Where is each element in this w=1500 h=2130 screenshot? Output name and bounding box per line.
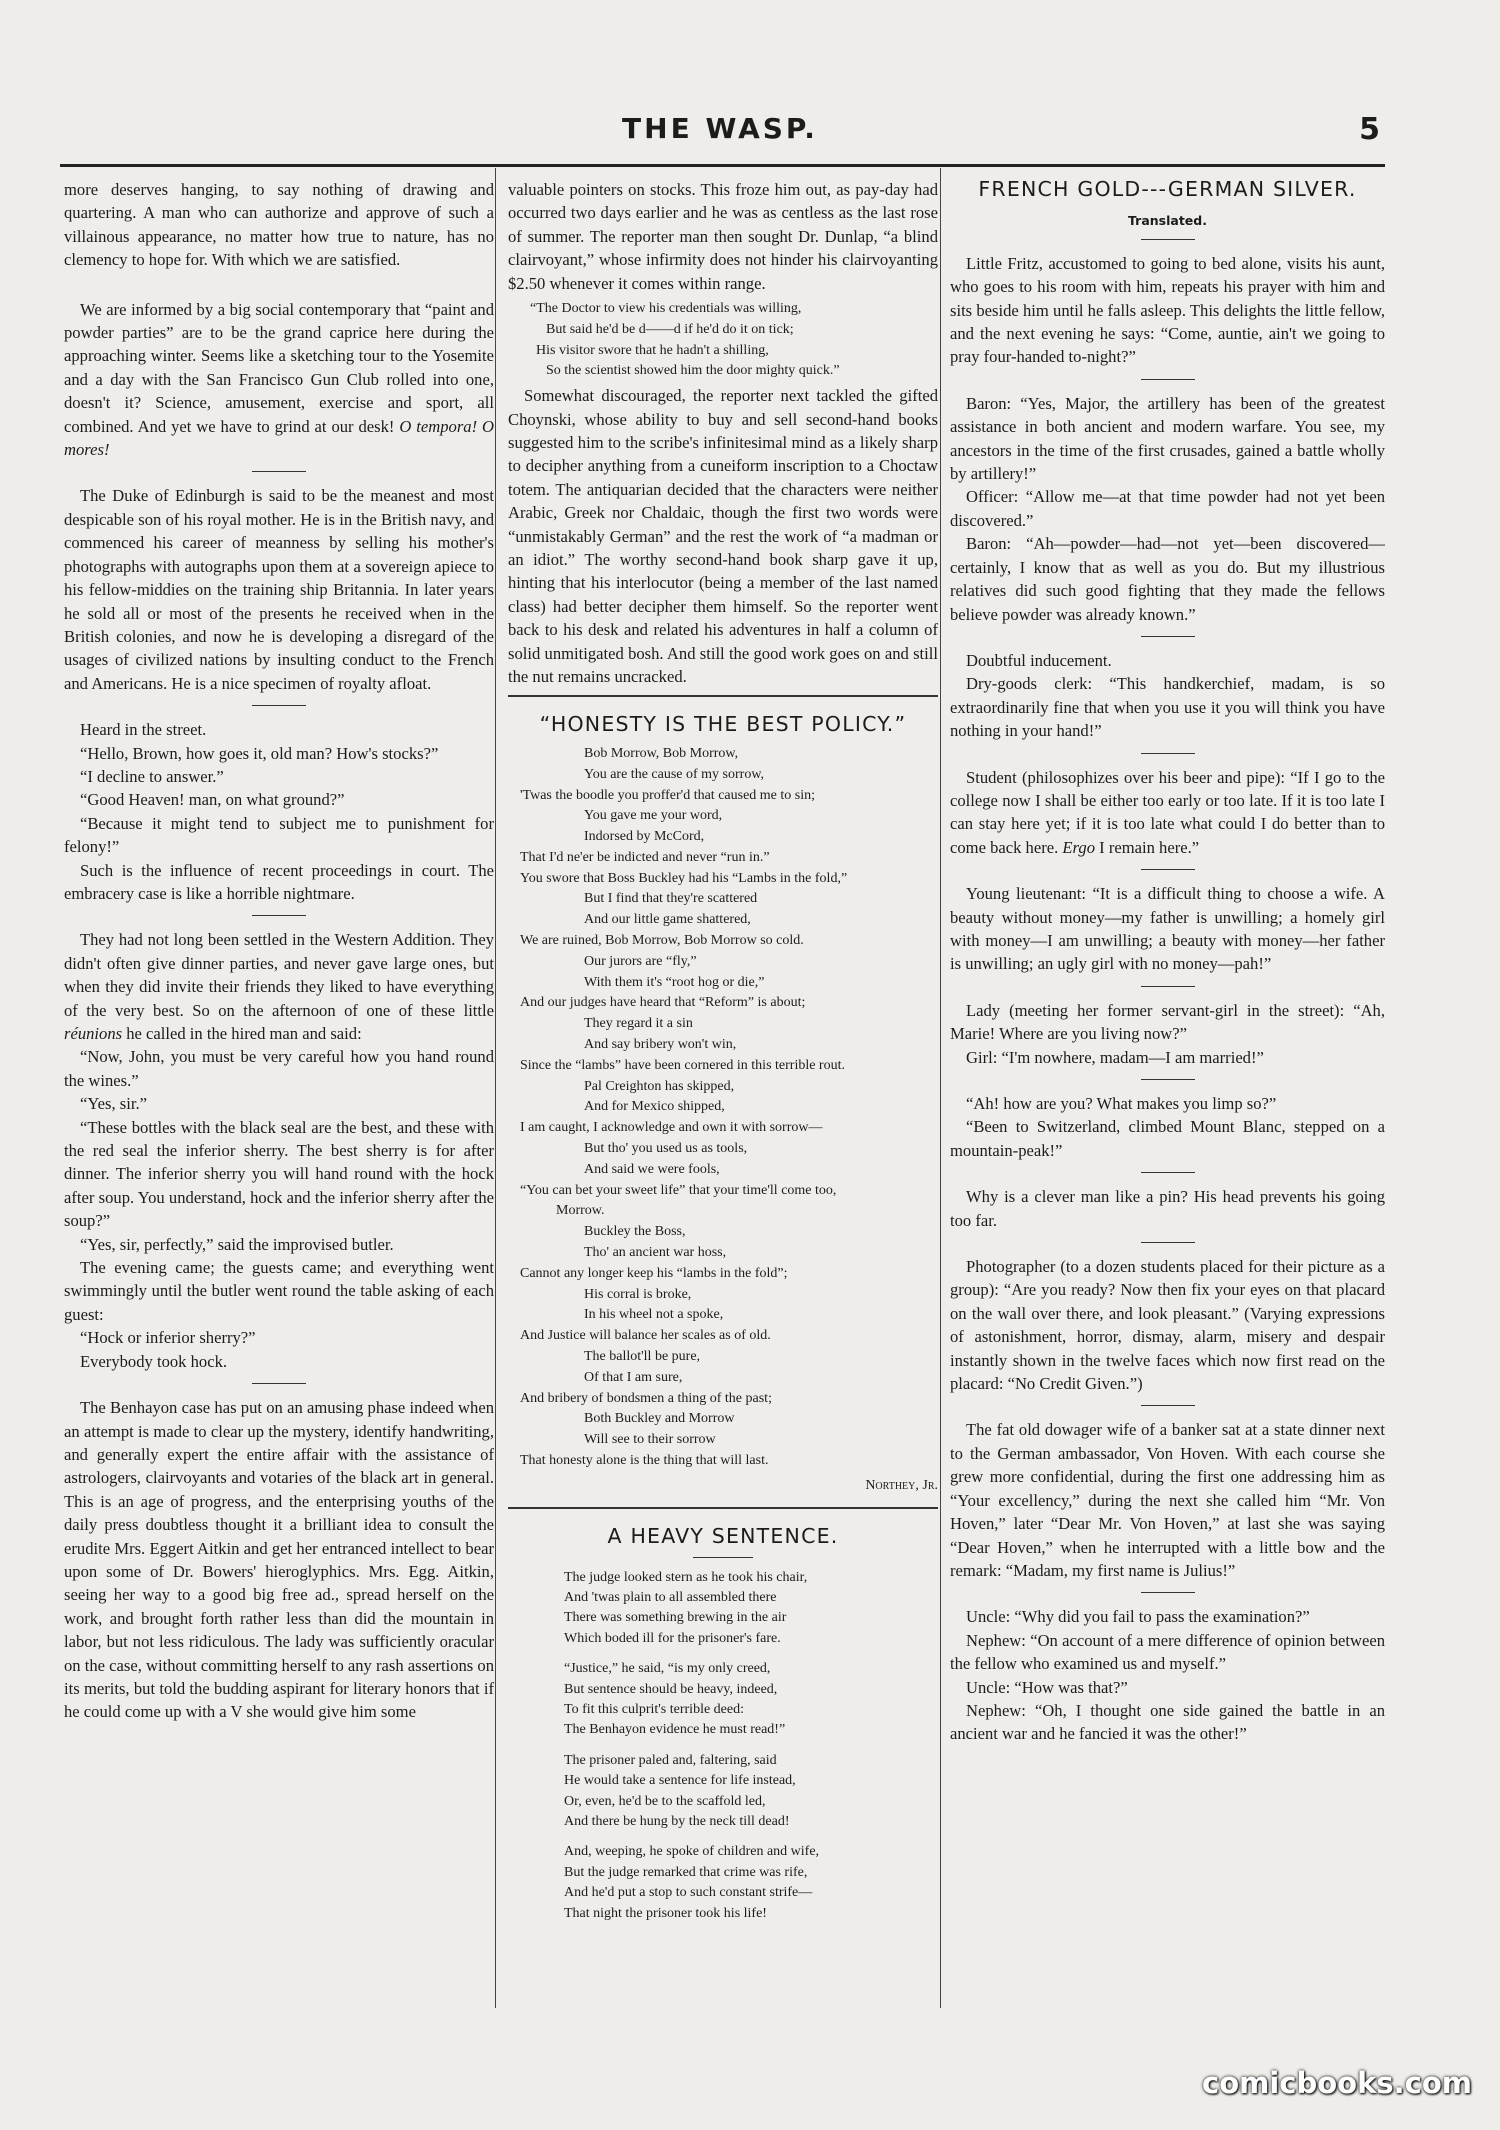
poem-honesty	[520, 744, 938, 1472]
paragraph: Uncle: “How was that?”	[966, 1677, 1128, 1697]
paragraph: “Because it might tend to subject me to punishment for felony!”	[64, 813, 494, 857]
paragraph: “Hello, Brown, how goes it, old man? How's stocks?”	[80, 743, 439, 763]
verse-line: “The Doctor to view his credentials was willing,	[530, 301, 802, 317]
paragraph	[950, 766, 1385, 860]
poem-stanza	[564, 1842, 938, 1924]
paragraph: “I decline to answer.”	[80, 766, 224, 786]
poem-line: And, weeping, he spoke of children and wife,	[564, 1844, 820, 1860]
paragraph: Dry-goods clerk: “This handkerchief, madam, is so extraordinarily fine that when you use it you will think you have nothing in your hand!”	[950, 674, 1385, 741]
poem-line: Buckley the Boss,	[584, 1224, 686, 1240]
watermark-text: comicbooks.com	[1202, 2066, 1472, 2100]
section-divider	[252, 705, 306, 706]
poem-line: He would take a sentence for life instead,	[564, 1773, 796, 1789]
poem-line: Of that I am sure,	[584, 1369, 683, 1385]
poem-line: “You can bet your sweet life” that your time'll come too,	[520, 1182, 837, 1198]
poem-line: And our judges have heard that “Reform” is about;	[520, 995, 806, 1011]
article-subtitle: Translated.	[1128, 213, 1207, 229]
poem-line: I am caught, I acknowledge and own it with sorrow—	[520, 1120, 823, 1136]
paragraph: Such is the influence of recent proceedings in court. The embracery case is like a horrible nightmare.	[64, 860, 494, 903]
section-divider	[1141, 1079, 1195, 1080]
paragraph: Doubtful inducement.	[966, 650, 1112, 670]
section-rule	[508, 1507, 938, 1509]
masthead: THE WASP.	[622, 112, 818, 145]
poem-line: You gave me your word,	[584, 808, 723, 824]
paragraph: “These bottles with the black seal are the best, and these with the red seal the inferior sherry. The best sherry is for after dinner. The inferior sherry you will hand round with the hock after soup. You understand, hock and the inferior sherry after the soup?”	[64, 1117, 494, 1231]
poem-line: And say bribery won't win,	[584, 1037, 737, 1053]
paragraph-text: We are informed by a big social contemporary that “paint and powder parties” are to be the grand caprice here during the approaching winter. Seems like a sketching tour to the Yosemite and a day with the San Francisco Gun Club rolled into one, doesn't it? Science, amusement, exercise and sport, all combined. And yet we have to grind at our desk!	[64, 299, 494, 436]
poem-line: They regard it a sin	[584, 1016, 693, 1032]
paragraph: more deserves hanging, to say nothing of drawing and quartering. A man who can authorize and approve of such a villainous appearance, no matter how true to nature, has no clemency to hope for. With which we are satisfied.	[64, 180, 494, 270]
paragraph: Baron: “Ah—powder—had—not yet—been discovered—certainly, I know that as well as you do. But my illustrious relatives did such good fighting that they made the fellows believe powder was already known.”	[950, 534, 1385, 624]
poem-line: Since the “lambs” have been cornered in this terrible rout.	[520, 1057, 845, 1073]
verse-line: His visitor swore that he hadn't a shilling,	[536, 342, 769, 358]
page-number: 5	[1359, 112, 1380, 147]
poem-line: In his wheel not a spoke,	[584, 1307, 724, 1323]
poem-stanza	[564, 1659, 938, 1741]
poem-line: That honesty alone is the thing that will last.	[520, 1453, 769, 1468]
poem-line: But the judge remarked that crime was rife,	[564, 1864, 808, 1880]
paragraph: “Yes, sir.”	[80, 1094, 147, 1114]
paragraph-text: They had not long been settled in the Western Addition. They didn't often give dinner parties, and never gave large ones, but when they did invite their friends they liked to have everything of the very best. So on the afternoon of one of these little	[64, 930, 494, 1020]
section-divider	[252, 1383, 306, 1384]
poem-line: But tho' you used us as tools,	[584, 1141, 748, 1157]
poem-line: And our little game shattered,	[584, 912, 751, 928]
poem-line: And said we were fools,	[584, 1161, 720, 1177]
paragraph: “Now, John, you must be very careful how you hand round the wines.”	[64, 1047, 494, 1090]
section-divider	[1141, 636, 1195, 637]
poem-line: Indorsed by McCord,	[584, 829, 705, 845]
paragraph: Everybody took hock.	[80, 1351, 228, 1371]
latin-phrase: O tempora! O mores!	[64, 416, 494, 460]
section-divider	[1141, 1242, 1195, 1243]
section-divider	[1141, 1172, 1195, 1173]
paragraph: Photographer (to a dozen students placed for their picture as a group): “Are you ready? Now then fix your eyes on that placard on the wall over there, and look pleasant.” (Varying expressions of astonishment, horror, dismay, alarm, misery and despair instantly shown in the twelve faces which now first read on the placard: “No Credit Given.”)	[950, 1257, 1385, 1394]
paragraph: Somewhat discouraged, the reporter next tackled the gifted Choynski, whose ability to buy and sell second-hand books suggested him to the scribe's infinitesimal mind as a likely sharp to decipher anything from a cuneiform inscription to a Choctaw totem. The antiquarian decided that the characters were neither Arabic, Greek nor Chaldaic, though the first two words were “unmistakably German” and the rest the work of “a madman or an idiot.” The worthy second-hand book sharp gave it up, hinting that his interlocutor (being a member of the last named class) had better decipher them himself. So the reporter went back to his desk and related his adventures in half a column of solid unmitigated bosh. And still the good work goes on and still the nut remains uncracked.	[508, 386, 938, 687]
poem-line: To fit this culprit's terrible deed:	[564, 1702, 744, 1718]
poem-line: Morrow.	[556, 1203, 605, 1219]
column-separator	[940, 168, 941, 2008]
paragraph: “Yes, sir, perfectly,” said the improvised butler.	[80, 1234, 394, 1254]
poem-title: A HEAVY SENTENCE.	[607, 1524, 839, 1549]
poem-heavy-sentence	[508, 1568, 938, 1925]
poem-line: The Benhayon evidence he must read!”	[564, 1722, 786, 1738]
section-divider	[252, 915, 306, 916]
poem-line: And 'twas plain to all assembled there	[564, 1590, 777, 1606]
paragraph: Uncle: “Why did you fail to pass the examination?”	[966, 1607, 1310, 1627]
section-divider	[1141, 379, 1195, 380]
paragraph: “Been to Switzerland, climbed Mount Blanc, stepped on a mountain-peak!”	[950, 1117, 1385, 1160]
poem-stanza	[564, 1568, 938, 1650]
section-divider	[1141, 1592, 1195, 1593]
section-divider	[252, 471, 306, 472]
paragraph: The evening came; the guests came; and everything went swimmingly until the butler went round the table asking of each guest:	[64, 1258, 494, 1324]
paragraph: “Ah! how are you? What makes you limp so?”	[966, 1094, 1277, 1113]
paragraph: Nephew: “On account of a mere difference of opinion between the fellow who examined us and myself.”	[950, 1630, 1385, 1674]
column-2	[508, 178, 938, 1934]
poem-line: And Justice will balance her scales as of old.	[520, 1328, 771, 1344]
poem-title: “HONESTY IS THE BEST POLICY.”	[539, 711, 907, 736]
poem-line: Will see to their sorrow	[584, 1432, 716, 1448]
paragraph: Why is a clever man like a pin? His head prevents his going too far.	[950, 1187, 1385, 1230]
paragraph	[64, 298, 494, 462]
poem-line: Tho' an ancient war hoss,	[584, 1245, 727, 1261]
column-1	[64, 178, 494, 1724]
poem-line: We are ruined, Bob Morrow, Bob Morrow so cold.	[520, 933, 804, 949]
italic-word: réunions	[64, 1024, 123, 1043]
poem-line: But sentence should be heavy, indeed,	[564, 1681, 778, 1697]
section-divider	[1141, 753, 1195, 754]
section-divider	[1141, 986, 1195, 987]
poem-line: Bob Morrow, Bob Morrow,	[584, 745, 739, 761]
header-rule	[60, 164, 1385, 167]
paragraph: Baron: “Yes, Major, the artillery has been of the greatest assistance in both ancient and modern warfare. You see, my ancestors in the time of the first crusades, gained a battle wholly by artillery!”	[950, 393, 1385, 484]
poem-line: You are the cause of my sorrow,	[584, 766, 765, 782]
paragraph: “Hock or inferior sherry?”	[80, 1328, 256, 1348]
poem-line: The ballot'll be pure,	[584, 1349, 701, 1365]
poem-line: And he'd put a stop to such constant strife—	[564, 1885, 813, 1901]
poem-line: His corral is broke,	[584, 1286, 692, 1302]
poem-line: The judge looked stern as he took his chair,	[564, 1569, 808, 1585]
paragraph: Officer: “Allow me—at that time powder had not yet been discovered.”	[950, 487, 1385, 530]
section-rule	[508, 695, 938, 697]
paragraph: Heard in the street.	[80, 720, 207, 740]
poem-line: 'Twas the boodle you proffer'd that caused me to sin;	[520, 787, 816, 803]
poem-line: And bribery of bondsmen a thing of the past;	[520, 1390, 772, 1406]
poem-line: The prisoner paled and, faltering, said	[564, 1752, 777, 1768]
poem-line: And for Mexico shipped,	[584, 1099, 725, 1115]
poem-line: “Justice,” he said, “is my only creed,	[564, 1661, 771, 1677]
poem-line: Both Buckley and Morrow	[584, 1411, 735, 1427]
poem-line: With them it's “root hog or die,”	[584, 974, 765, 990]
poem-line: Or, even, he'd be to the scaffold led,	[564, 1793, 766, 1809]
paragraph: valuable pointers on stocks. This froze him out, as pay-day had occurred two days earlier and he was as centless as the last rose of summer. The reporter man then sought Dr. Dunlap, “a blind clairvoyant,” whose infirmity does not hinder his clairvoyanting $2.50 whenever it comes within range.	[508, 180, 938, 293]
section-divider	[1141, 1405, 1195, 1406]
paragraph	[64, 928, 494, 1045]
poem-line: Pal Creighton has skipped,	[584, 1078, 735, 1094]
poem-stanza	[564, 1751, 938, 1833]
verse-line: So the scientist showed him the door mighty quick.”	[546, 363, 840, 379]
page-header	[60, 112, 1380, 160]
paragraph-text: I remain here.”	[1099, 837, 1200, 857]
column-separator	[495, 168, 496, 2008]
paragraph: The Duke of Edinburgh is said to be the meanest and most despicable son of his royal mother. He is in the British navy, and commenced his career of meanness by selling his mother's photographs with autographs upon them at a sovereign apiece to his fellow-middies on the training ship Britannia. In later years he sold all or most of the presents he received when in the British colonies, and now he is developing a disregard of the usages of civilized nations by insulting conduct to the French and Americans. He is a nice specimen of royalty afloat.	[64, 486, 494, 693]
poem-line: That night the prisoner took his life!	[564, 1905, 767, 1921]
paragraph: Little Fritz, accustomed to going to bed alone, visits his aunt, who goes to his room with him, repeats his prayer with him and sits beside him until he falls asleep. This delights the little fellow, and the next evening he says: “Come, auntie, ain't we going to pray four-handed to-night?”	[950, 253, 1385, 367]
poem-signature: Northey, Jr.	[865, 1477, 938, 1493]
poem-line: You swore that Boss Buckley had his “Lambs in the fold,”	[520, 870, 848, 886]
paragraph: Girl: “I'm nowhere, madam—I am married!”	[966, 1047, 1264, 1067]
paragraph: Lady (meeting her former servant-girl in the street): “Ah, Marie! Where are you living now?”	[950, 1000, 1385, 1044]
paragraph: Nephew: “Oh, I thought one side gained the battle in an ancient war and he fancied it was the other!”	[950, 1700, 1385, 1744]
poem-line: Cannot any longer keep his “lambs in the fold”;	[520, 1265, 788, 1281]
poem-line: There was something brewing in the air	[564, 1610, 787, 1626]
verse-quote	[520, 299, 938, 382]
italic-word: Ergo	[1062, 837, 1095, 857]
paragraph: The fat old dowager wife of a banker sat at a state dinner next to the German ambassador, Von Hoven. With each course she grew more confidential, during the first one addressing him as “Your excellency,” during the next she called him “Mr. Von Hoven,” later “Dear Mr. Von Hoven,” at last she was saying “Dear Hoven,” when he interrupted with a little bow and the remark: “Madam, my first name is Julius!”	[950, 1420, 1385, 1580]
column-3	[950, 178, 1385, 1746]
paragraph-text: he called in the hired man and said:	[126, 1024, 362, 1043]
paragraph: The Benhayon case has put on an amusing phase indeed when an attempt is made to clear up the mystery, identify handwriting, and generally expert the entire affair with the assistance of astrologers, clairvoyants and votaries of the black art in general. This is an age of progress, and the enterprising youths of the daily press doubtless thought it a brilliant idea to consult the erudite Mrs. Eggert Aitkin and get her entranced intellect to bear upon some of Dr. Bowers' hieroglyphics. Mrs. Egg. Aitkin, seeing her way to a good big free ad., spread herself on the work, and brought forth rather less than did the mountain in labor, but not less ridiculous. The lady was sufficiently oracular on the case, without committing herself to any rash assertions on its merits, but told the budding aspirant for literary honors that if he could come up with a V she would give him some	[64, 1398, 494, 1722]
paragraph: Young lieutenant: “It is a difficult thing to choose a wife. A beauty without money—my father is unwilling; a homely girl with money—I am unwilling; a beauty with money—her father is unwilling; an ugly girl with no money—pah!”	[950, 884, 1385, 974]
paragraph-text: Student (philosophizes over his beer and pipe): “If I go to the college now I shall be either too early or too late. If it is too late I can stay here yet; if it is too late what could I do better than to come back here.	[950, 767, 1385, 857]
section-divider	[1141, 869, 1195, 870]
poem-line: But I find that they're scattered	[584, 891, 758, 907]
section-divider	[1141, 239, 1195, 240]
paragraph: “Good Heaven! man, on what ground?”	[80, 790, 345, 810]
poem-line: That I'd ne'er be indicted and never “run in.”	[520, 849, 770, 865]
poem-line: Our jurors are “fly,”	[584, 953, 697, 969]
article-title: FRENCH GOLD---GERMAN SILVER.	[978, 177, 1357, 201]
poem-line: And there be hung by the neck till dead!	[564, 1814, 790, 1830]
poem-line: Which boded ill for the prisoner's fare.	[564, 1630, 781, 1646]
verse-line: But said he'd be d——d if he'd do it on tick;	[546, 321, 794, 337]
title-underline	[693, 1557, 753, 1558]
